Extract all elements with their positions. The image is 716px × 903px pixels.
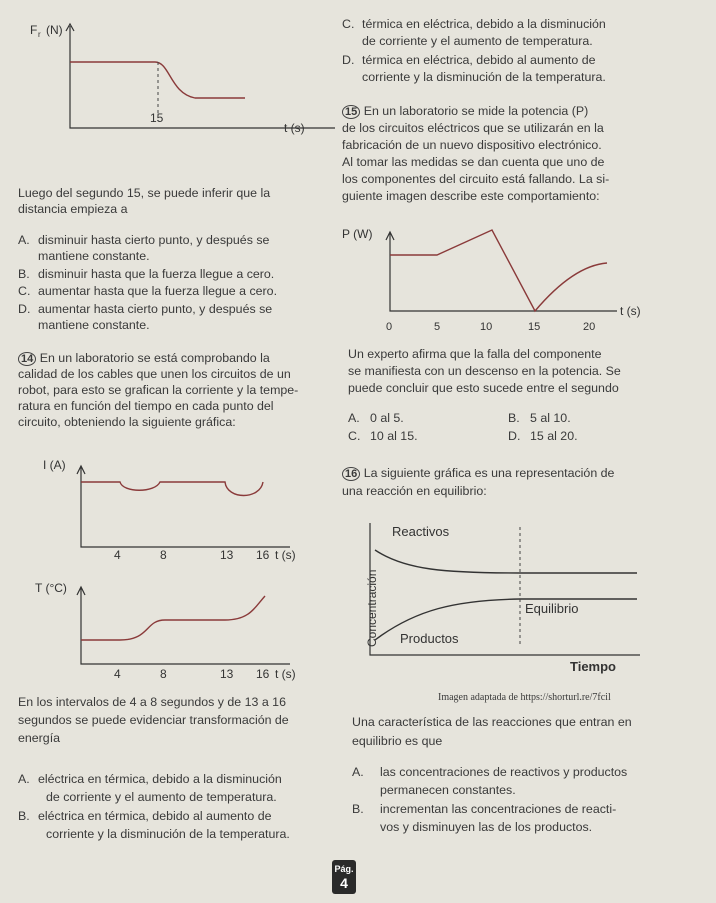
q16-question-1: Una característica de las reacciones que entran en <box>352 715 632 729</box>
q15-stem-1 <box>342 103 588 120</box>
q14-option-d-letter[interactable]: D. <box>342 53 355 67</box>
page-label: Pág. <box>334 864 354 874</box>
q14-number: 14 <box>18 352 36 366</box>
force-y-unit: (N) <box>46 23 63 37</box>
q16-option-a-letter[interactable]: A. <box>352 765 364 779</box>
force-x-label: t (s) <box>284 121 305 135</box>
current-tick-16: 16 <box>256 548 270 562</box>
q13-option-c-line1: aumentar hasta que la fuerza llegue a cero. <box>38 284 278 298</box>
q14-option-b-line1: eléctrica en térmica, debido al aumento de <box>38 809 272 823</box>
temp-tick-4: 4 <box>114 667 121 681</box>
q14-option-c-line1: térmica en eléctrica, debido a la disminución <box>362 17 606 31</box>
q16-option-a-line1: las concentraciones de reactivos y productos <box>380 765 628 779</box>
q15-question-2: se manifiesta con un descenso en la potencia. Se <box>348 364 621 378</box>
temp-x-label: t (s) <box>275 667 296 681</box>
equilibrium-graph <box>345 515 645 680</box>
q15-stem-6: guiente imagen describe este comportamiento: <box>342 189 600 203</box>
q13-option-d-line1: aumentar hasta cierto punto, y después se <box>38 302 273 316</box>
current-tick-8: 8 <box>160 548 167 562</box>
q16-option-b-line1: incrementan las concentraciones de reacti- <box>380 802 617 816</box>
q16-stem-1 <box>342 465 614 482</box>
q14-stem-2: calidad de los cables que unen los circuitos de un <box>18 367 291 381</box>
temp-y-label: T (°C) <box>35 581 67 595</box>
q15-question-1: Un experto afirma que la falla del componente <box>348 347 602 361</box>
q14-option-d-line1: térmica en eléctrica, debido al aumento de <box>362 53 596 67</box>
eq-reactivos-label: Reactivos <box>392 524 450 539</box>
page-number-badge <box>332 860 356 894</box>
eq-x-label: Tiempo <box>570 659 616 674</box>
temp-tick-13: 13 <box>220 667 234 681</box>
q15-option-c-letter[interactable]: C. <box>348 429 361 443</box>
q13-option-a-line2: mantiene constante. <box>38 249 150 263</box>
q14-stem-1 <box>18 350 270 367</box>
q14-question-2: segundos se puede evidenciar transformación de <box>18 713 289 727</box>
power-y-label: P (W) <box>342 227 373 241</box>
q15-option-b-text: 5 al 10. <box>530 411 571 425</box>
q15-stem-3: fabricación de un nuevo dispositivo electrónico. <box>342 138 602 152</box>
temperature-graph <box>35 572 335 682</box>
q13-option-d-line2: mantiene constante. <box>38 318 150 332</box>
q15-stem-5: los componentes del circuito está fallando. La si- <box>342 172 610 186</box>
current-graph <box>35 455 335 565</box>
q15-stem-4: Al tomar las medidas se dan cuenta que uno de <box>342 155 605 169</box>
power-tick-10: 10 <box>480 321 493 333</box>
q14-stem-3: robot, para esto se grafican la corriente y la tempe- <box>18 383 299 397</box>
q14-question-3: energía <box>18 731 61 745</box>
q13-option-a-letter[interactable]: A. <box>18 233 30 247</box>
q14-option-b-line2: corriente y la disminución de la temperatura. <box>46 827 290 841</box>
q13-option-b-line1: disminuir hasta que la fuerza llegue a cero. <box>38 267 275 281</box>
q14-option-a-letter[interactable]: A. <box>18 772 30 786</box>
power-tick-5: 5 <box>434 321 441 333</box>
q13-option-b-letter[interactable]: B. <box>18 267 30 281</box>
q15-question-3: puede concluir que esto sucede entre el segundo <box>348 381 619 395</box>
temp-tick-8: 8 <box>160 667 167 681</box>
q13-option-d-letter[interactable]: D. <box>18 302 31 316</box>
force-y-sub: r <box>38 30 41 39</box>
q16-caption: Imagen adaptada de https://shorturl.re/7fcil <box>438 692 611 703</box>
eq-y-label: Concentración <box>365 569 379 647</box>
q15-stem-text-1: En un laboratorio se mide la potencia (P) <box>363 104 589 118</box>
q16-number: 16 <box>342 467 360 481</box>
q15-option-d-letter[interactable]: D. <box>508 429 521 443</box>
force-y-label: F <box>30 23 38 37</box>
q16-stem-text-1: La siguiente gráfica es una representación de <box>363 466 615 480</box>
q13-option-c-letter[interactable]: C. <box>18 284 31 298</box>
q16-option-b-line2: vos y disminuyen las de los productos. <box>380 820 593 834</box>
q13-option-a-line1: disminuir hasta cierto punto, y después se <box>38 233 270 247</box>
q15-option-a-letter[interactable]: A. <box>348 411 360 425</box>
q16-option-b-letter[interactable]: B. <box>352 802 364 816</box>
power-tick-15: 15 <box>528 321 541 333</box>
q15-number: 15 <box>342 105 360 119</box>
q14-option-a-line2: de corriente y el aumento de temperatura. <box>46 790 277 804</box>
q14-stem-text-1: En un laboratorio se está comprobando la <box>39 351 270 365</box>
q16-question-2: equilibrio es que <box>352 734 443 748</box>
q14-option-d-line2: corriente y la disminución de la temperatura. <box>362 70 606 84</box>
current-tick-4: 4 <box>114 548 121 562</box>
q14-option-b-letter[interactable]: B. <box>18 809 30 823</box>
eq-equilibrio-label: Equilibrio <box>525 601 579 616</box>
q13-stem-1: Luego del segundo 15, se puede inferir que la <box>18 186 271 200</box>
q16-option-a-line2: permanecen constantes. <box>380 783 516 797</box>
q16-stem-2: una reacción en equilibrio: <box>342 484 487 498</box>
power-tick-20: 20 <box>583 321 596 333</box>
q15-option-c-text: 10 al 15. <box>370 429 418 443</box>
q13-stem-2: distancia empieza a <box>18 202 128 216</box>
q15-stem-2: de los circuitos eléctricos que se utilizarán en la <box>342 121 604 135</box>
power-graph <box>342 225 662 335</box>
temp-tick-16: 16 <box>256 667 270 681</box>
power-tick-0: 0 <box>386 321 393 333</box>
current-y-label: I (A) <box>43 458 66 472</box>
q14-option-a-line1: eléctrica en térmica, debido a la disminución <box>38 772 282 786</box>
eq-productos-label: Productos <box>400 631 459 646</box>
q15-option-d-text: 15 al 20. <box>530 429 578 443</box>
force-graph <box>30 18 320 148</box>
force-tick: 15 <box>150 111 164 125</box>
current-x-label: t (s) <box>275 548 296 562</box>
q15-option-b-letter[interactable]: B. <box>508 411 520 425</box>
power-x-label: t (s) <box>620 304 641 318</box>
q14-option-c-letter[interactable]: C. <box>342 17 355 31</box>
current-tick-13: 13 <box>220 548 234 562</box>
q14-option-c-line2: de corriente y el aumento de temperatura. <box>362 34 593 48</box>
q14-stem-5: circuito, obteniendo la siguiente gráfica: <box>18 415 236 429</box>
q14-stem-4: ratura en función del tiempo en cada punto del <box>18 399 274 413</box>
q14-question-1: En los intervalos de 4 a 8 segundos y de 13 a 16 <box>18 695 286 709</box>
q15-option-a-text: 0 al 5. <box>370 411 404 425</box>
page-number: 4 <box>340 875 348 891</box>
